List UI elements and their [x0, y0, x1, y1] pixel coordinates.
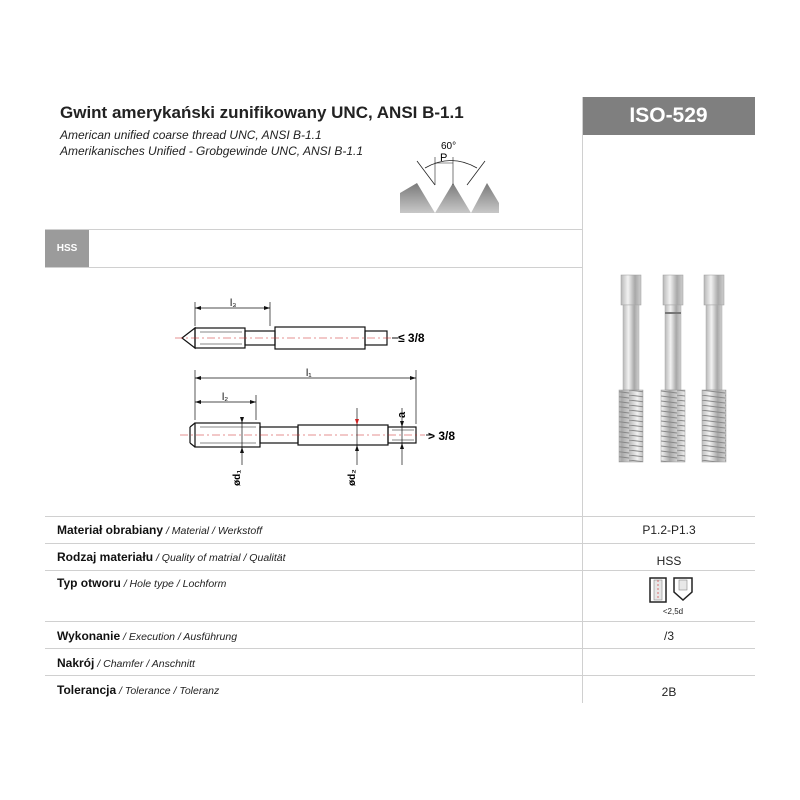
standard-badge: ISO-529 — [582, 97, 755, 135]
dim-d2: ød₂ — [347, 469, 358, 486]
dim-l2: l₂ — [222, 392, 229, 403]
spec-label: Materiał obrabiany — [57, 523, 164, 537]
small-size-label: ≤ 3/8 — [398, 331, 425, 345]
angle-arc — [425, 161, 477, 169]
spec-label: Wykonanie — [57, 629, 121, 643]
hole-depth-note: <2,5d — [662, 607, 684, 616]
angle-label: 60° — [441, 141, 457, 152]
spec-label: Tolerancja — [57, 683, 117, 697]
column-divider — [582, 97, 583, 703]
spec-translation: / Quality of matrial / Qualität — [153, 552, 286, 564]
tap-large-drawing — [180, 368, 455, 486]
tap-set-image — [605, 270, 735, 470]
tap-3 — [702, 275, 726, 462]
table-divider — [45, 621, 755, 622]
spec-translation: / Hole type / Lochform — [120, 578, 227, 590]
dim-a: a — [396, 411, 408, 418]
dim-l3: l₃ — [230, 298, 237, 309]
table-divider — [45, 648, 755, 649]
spec-label: Nakrój — [57, 656, 95, 670]
table-divider — [45, 675, 755, 676]
tap-2 — [661, 275, 685, 462]
spec-label: Rodzaj materiału — [57, 550, 154, 564]
thread-teeth — [400, 183, 499, 213]
dim-l1: l₁ — [306, 368, 312, 379]
spec-translation: / Tolerance / Toleranz — [116, 685, 220, 697]
spec-label: Typ otworu — [57, 576, 121, 590]
table-divider — [45, 570, 755, 571]
divider — [45, 267, 582, 268]
subtitle-english: American unified coarse thread UNC, ANSI B-1.1 — [60, 128, 322, 142]
spec-row-material — [57, 523, 262, 537]
tap-1 — [619, 275, 643, 462]
tap-small-drawing — [175, 298, 425, 349]
spec-translation: / Material / Werkstoff — [163, 525, 263, 537]
spec-value-material: P1.2-P1.3 — [642, 523, 696, 537]
hole-type-icons — [648, 576, 694, 606]
spec-row-hole-type — [57, 576, 226, 590]
thread-profile-diagram — [395, 135, 505, 215]
spec-row-chamfer — [57, 656, 195, 670]
spec-translation: / Chamfer / Anschnitt — [94, 658, 195, 670]
tap-dimension-drawing — [170, 290, 470, 500]
spec-value-execution: /3 — [663, 629, 674, 643]
table-divider — [45, 543, 755, 544]
subtitle-german: Amerikanisches Unified - Grobgewinde UNC, ANSI B-1.1 — [60, 144, 364, 158]
material-badge: HSS — [45, 230, 89, 267]
large-size-label: > 3/8 — [428, 429, 456, 443]
spec-value-tolerance: 2B — [661, 685, 677, 699]
table-divider — [45, 516, 755, 517]
divider — [45, 229, 582, 230]
spec-row-tolerance — [57, 683, 219, 697]
spec-row-execution — [57, 629, 237, 643]
spec-translation: / Execution / Ausführung — [120, 631, 238, 643]
spec-value-quality: HSS — [656, 554, 682, 568]
spec-row-quality — [57, 550, 286, 564]
dim-d1: ød₁ — [232, 469, 243, 486]
pitch-label: P — [440, 152, 448, 164]
page-title: Gwint amerykański zunifikowany UNC, ANSI B-1.1 — [60, 103, 464, 122]
